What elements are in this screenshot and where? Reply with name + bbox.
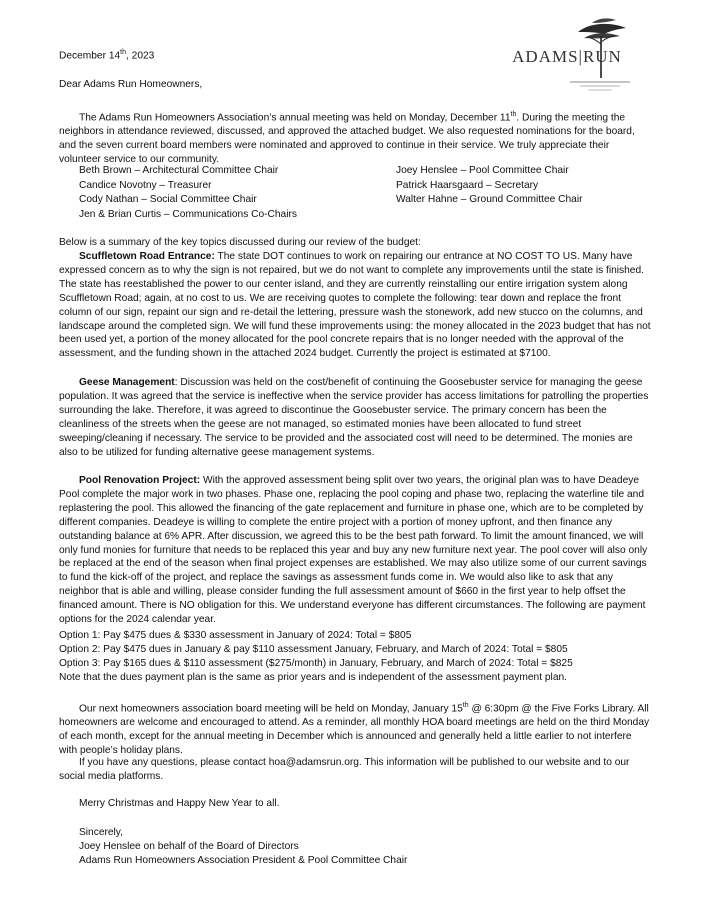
board-member: Jen & Brian Curtis – Communications Co-Chairs (79, 208, 297, 220)
topic-title: Pool Renovation Project: (79, 475, 201, 486)
intro-paragraph: The Adams Run Homeowners Association’s annual meeting was held on Monday, December 11th. During the meeting the neighbors in attendance reviewed, discussed, and approved the attached budget. We also requested nominations for the board, and the seven current board members were nominated and approved to continue in their service. We truly appreciate their volunteer service to our community. (59, 111, 635, 166)
topic-scuffletown: Scuffletown Road Entrance: The state DOT continues to work on repairing our entrance at NO COST TO US. Many have expressed concern as to why the sign is not repaired, but we do not want to complete any improvements until the state is finished. The state has reestablished the power to our center island, and they are currently reinstalling our entire irrigation system along Scuffletown Road; again, at no cost to us. We are receiving quotes to complete the following: tear down and replace the front column of our sign, repaint our sign and re-detail the lettering, pressure wash the stonework, add new stucco on the columns, and landscape around the completed sign. We will fund these improvements using: the money allocated in the 2023 budget that has not been used yet, a portion of the money allocated for the pool concrete repairs that is no longer needed with the approval of the assessment, and the funding shown in the attached 2024 budget. Currently the project is estimated at $7100. (59, 251, 651, 360)
board-member: Beth Brown – Architectural Committee Chair (79, 165, 279, 176)
salutation: Dear Adams Run Homeowners, (59, 79, 203, 90)
summary-intro: Below is a summary of the key topics discussed during our review of the budget: (59, 237, 421, 248)
board-list-right (396, 164, 582, 208)
next-meeting-paragraph: Our next homeowners association board meeting will be held on Monday, January 15th @ 6:30pm @ the Five Forks Library. All homeowners are welcome and encouraged to attend. As a reminder, all monthly HOA board meetings are held on the third Monday of each month, except for the annual meeting in December which is announced and generally held a little earlier to not interfere with people’s holiday plans. (59, 702, 650, 757)
logo-wordmark: ADAMS|RUN (512, 47, 622, 66)
signer-title: Adams Run Homeowners Association President & Pool Committee Chair (79, 855, 408, 866)
payment-option: Option 1: Pay $475 dues & $330 assessment in January of 2024: Total = $805 (59, 630, 412, 641)
letter-date: December 14th, 2023 (59, 49, 155, 62)
topic-title: Scuffletown Road Entrance: (79, 251, 215, 262)
questions-paragraph: If you have any questions, please contact hoa@adamsrun.org. This information will be published to our website and to our social media platforms. (59, 757, 630, 782)
topic-title: Geese Management (79, 377, 175, 388)
board-member: Joey Henslee – Pool Committee Chair (396, 165, 569, 176)
payment-note: Note that the dues payment plan is the same as prior years and is independent of the assessment payment plan. (59, 671, 567, 683)
board-member: Cody Nathan – Social Committee Chair (79, 194, 257, 206)
board-member: Candice Novotny – Treasurer (79, 179, 212, 191)
payment-options (59, 629, 573, 685)
board-list-left (79, 164, 297, 222)
adams-run-logo (480, 10, 652, 100)
holiday-greeting: Merry Christmas and Happy New Year to all. (79, 798, 280, 809)
board-member: Walter Hahne – Ground Committee Chair (396, 194, 583, 206)
payment-option: Option 2: Pay $475 dues in January & pay $110 assessment January, February, and March of 2024: Total = $805 (59, 643, 568, 655)
topic-geese: Geese Management: Discussion was held on the cost/benefit of continuing the Goosebuster service for managing the geese population. It was agreed that the service is ineffective when the service provider has access limitations for patrolling the properties surrounding the lake. Therefore, it was agreed to discontinue the Goosebuster service. The primary concern has been the cleanliness of the streets when the geese are not managed, so estimated monies have been allocated to fund street sweeping/cleaning if necessary. The service to be provided and the associated cost will need to be determined. The monies are also to be utilized for funding alternative geese management systems. (59, 377, 649, 458)
payment-option: Option 3: Pay $165 dues & $110 assessment ($275/month) in January, February, and March of 2024: Total = $825 (59, 657, 573, 669)
board-member: Patrick Haarsgaard – Secretary (396, 179, 539, 191)
closing: Sincerely, (79, 827, 123, 838)
signer-name: Joey Henslee on behalf of the Board of Directors (79, 841, 299, 852)
topic-pool: Pool Renovation Project: With the approved assessment being split over two years, the original plan was to have Deadeye Pool complete the major work in two phases. Phase one, replacing the pool coping and phase two, replacing the waterline tile and replastering the pool. This allowed the financing of the gate replacement and furniture in phase one, which are to be completed by different companies. Deadeye is willing to complete the entire project with a portion of money upfront, and then finance any outstanding balance at 6% APR. After discussion, we agreed this to be the best path forward. To limit the amount financed, we will only fund monies for furniture that needs to be replaced this year and buy any new furniture next year. The pool cover will also only be replaced at the end of the season when final project expenses are established. We may also utilize some of our current savings to fund the kick-off of the project, and replace the savings as assessment funds come in. We would also like to ask that any neighbor that is able and willing, please consider funding the full assessment amount of $660 in the first year to help offset the financed amount. There is NO obligation for this. We understand everyone has different circumstances. The following are payment options for the 2024 calendar year. (59, 475, 648, 626)
